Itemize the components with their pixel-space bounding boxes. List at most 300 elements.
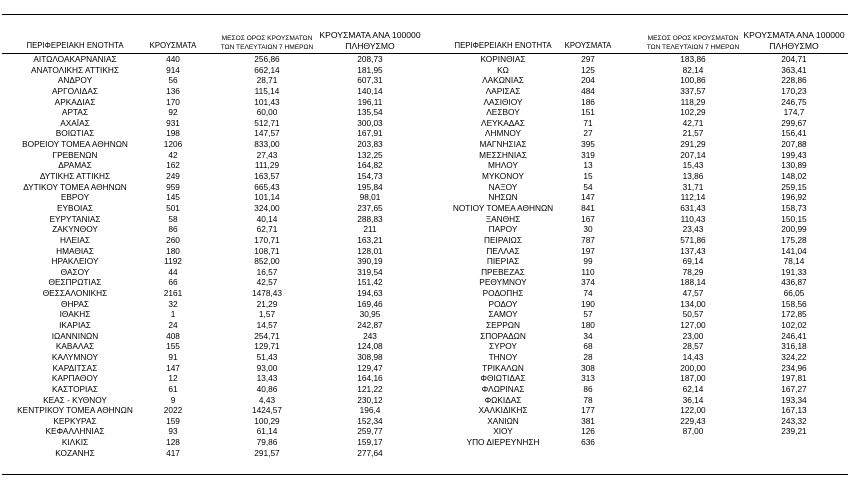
per100k-cell: 164,82 — [357, 160, 383, 171]
cases-cell: 186 — [581, 96, 595, 107]
header-avg-right — [638, 34, 748, 52]
cases-cell: 30 — [583, 224, 593, 235]
table-row — [425, 97, 850, 108]
avg-cell: 512,71 — [254, 117, 280, 128]
cases-cell: 147 — [581, 192, 595, 203]
region-cell: ΓΡΕΒΕΝΩΝ — [52, 149, 98, 160]
region-cell: ΖΑΚΥΝΘΟΥ — [52, 224, 98, 235]
table-row — [0, 150, 425, 161]
cases-cell: 57 — [583, 309, 593, 320]
table-row — [425, 128, 850, 139]
per100k-cell: 164,16 — [357, 373, 383, 384]
per100k-cell: 158,56 — [781, 298, 807, 309]
avg-cell: 229,43 — [680, 415, 706, 426]
region-cell: ΡΟΔΟΥ — [488, 298, 518, 309]
table-row — [0, 224, 425, 235]
cases-cell: 12 — [168, 373, 178, 384]
per100k-cell: 197,81 — [781, 373, 807, 384]
cases-cell: 128 — [166, 437, 180, 448]
avg-cell: 147,57 — [254, 128, 280, 139]
per100k-cell: 191,33 — [781, 266, 807, 277]
header-per100k-left — [315, 30, 425, 52]
region-cell: ΚΩ — [497, 64, 509, 75]
cases-cell: 313 — [581, 373, 595, 384]
per100k-cell: 211 — [363, 224, 377, 235]
cases-cell: 914 — [166, 64, 180, 75]
table-row — [425, 203, 850, 214]
region-cell: ΔΡΑΜΑΣ — [58, 160, 92, 171]
cases-cell: 297 — [581, 54, 595, 64]
cases-cell: 408 — [166, 330, 180, 341]
avg-cell: 16,57 — [256, 266, 278, 277]
cases-cell: 54 — [583, 181, 593, 192]
region-cell: ΑΡΤΑΣ — [61, 107, 89, 118]
avg-cell: 665,43 — [254, 181, 280, 192]
cases-cell: 92 — [168, 107, 178, 118]
table-row — [425, 320, 850, 331]
table-row — [0, 267, 425, 278]
avg-cell: 324,00 — [254, 202, 280, 213]
header-per100k-right — [738, 30, 850, 52]
per100k-cell: 148,02 — [781, 171, 807, 182]
per100k-cell: 243,32 — [781, 415, 807, 426]
table-row — [0, 128, 425, 139]
region-cell: ΤΗΝΟΥ — [488, 351, 518, 362]
avg-cell: 14,43 — [682, 351, 704, 362]
table-row — [425, 54, 850, 65]
avg-cell: 207,14 — [680, 149, 706, 160]
avg-cell: 36,14 — [682, 394, 704, 405]
avg-cell: 40,14 — [256, 213, 278, 224]
per100k-cell: 170,23 — [781, 85, 807, 96]
cases-cell: 177 — [581, 405, 595, 416]
cases-cell: 1206 — [163, 139, 183, 150]
per100k-cell: 436,87 — [781, 277, 807, 288]
cases-cell: 24 — [168, 320, 178, 331]
cases-cell: 68 — [583, 341, 593, 352]
region-cell: ΣΠΟΡΑΔΩΝ — [480, 330, 526, 341]
avg-cell: 42,71 — [682, 117, 704, 128]
table-row — [0, 65, 425, 76]
cases-cell: 93 — [168, 426, 178, 437]
region-cell: ΚΑΣΤΟΡΙΑΣ — [51, 383, 99, 394]
table-row — [0, 182, 425, 193]
table-row — [425, 395, 850, 406]
table-row — [0, 426, 425, 437]
cases-cell: 78 — [583, 394, 593, 405]
cases-cell: 249 — [166, 171, 180, 182]
cases-cell: 959 — [166, 181, 180, 192]
avg-cell: 79,86 — [256, 437, 278, 448]
table-row — [0, 139, 425, 150]
region-cell: ΑΡΚΑΔΙΑΣ — [54, 96, 96, 107]
per100k-cell: 199,43 — [781, 149, 807, 160]
region-cell: ΑΧΑΪΑΣ — [60, 117, 90, 128]
avg-cell: 23,43 — [682, 224, 704, 235]
cases-cell: 440 — [166, 54, 180, 64]
cases-cell: 145 — [166, 192, 180, 203]
per100k-cell: 121,22 — [357, 383, 383, 394]
region-cell: ΛΑΡΙΣΑΣ — [485, 85, 521, 96]
avg-cell: 62,14 — [682, 383, 704, 394]
cases-cell: 260 — [166, 234, 180, 245]
left-table — [0, 54, 425, 458]
cases-cell: 162 — [166, 160, 180, 171]
per100k-cell: 30,95 — [359, 309, 381, 320]
cases-cell: 787 — [581, 234, 595, 245]
table-row — [425, 288, 850, 299]
region-cell: ΛΑΣΙΘΙΟΥ — [483, 96, 523, 107]
table-row — [425, 341, 850, 352]
table-row — [0, 437, 425, 448]
per100k-cell: 390,19 — [357, 256, 383, 267]
table-row — [425, 224, 850, 235]
cases-cell: 159 — [166, 415, 180, 426]
per100k-cell: 154,73 — [357, 171, 383, 182]
avg-cell: 21,29 — [256, 298, 278, 309]
cases-cell: 15 — [583, 171, 593, 182]
avg-cell: 254,71 — [254, 330, 280, 341]
per100k-cell: 128,01 — [357, 245, 383, 256]
per100k-cell: 175,28 — [781, 234, 807, 245]
region-cell: ΝΟΤΙΟΥ ΤΟΜΕΑ ΑΘΗΝΩΝ — [452, 202, 554, 213]
avg-cell: 4,43 — [258, 394, 276, 405]
table-row — [0, 86, 425, 97]
avg-cell: 42,57 — [256, 277, 278, 288]
cases-cell: 198 — [166, 128, 180, 139]
header-region-right: ΠΕΡΙΦΕΡΕΙΑΚΗ ΕΝΟΤΗΤΑ — [454, 41, 552, 50]
header-avg-line2: ΤΩΝ ΤΕΛΕΥΤΑΙΩΝ 7 ΗΜΕΡΩΝ — [646, 44, 740, 51]
right-table — [425, 54, 850, 448]
table-bottom-rule — [2, 474, 848, 475]
region-cell: ΗΛΕΙΑΣ — [59, 234, 91, 245]
table-row — [425, 416, 850, 427]
table-row — [0, 373, 425, 384]
per100k-cell: 181,95 — [357, 64, 383, 75]
avg-cell: 27,43 — [256, 149, 278, 160]
avg-cell: 134,00 — [680, 298, 706, 309]
table-row — [0, 341, 425, 352]
avg-cell: 15,43 — [682, 160, 704, 171]
cases-cell: 86 — [583, 383, 593, 394]
per100k-cell: 66,05 — [783, 288, 805, 299]
avg-cell: 50,57 — [682, 309, 704, 320]
region-cell: ΠΙΕΡΙΑΣ — [486, 256, 520, 267]
per100k-cell: 151,42 — [357, 277, 383, 288]
table-row — [0, 246, 425, 257]
table-row — [425, 256, 850, 267]
cases-cell: 180 — [166, 245, 180, 256]
avg-cell: 13,43 — [256, 373, 278, 384]
table-row — [0, 405, 425, 416]
region-cell: ΠΡΕΒΕΖΑΣ — [481, 266, 525, 277]
cases-cell: 27 — [583, 128, 593, 139]
avg-cell: 187,00 — [680, 373, 706, 384]
cases-cell: 395 — [581, 139, 595, 150]
region-cell: ΑΡΓΟΛΙΔΑΣ — [52, 85, 98, 96]
table-row — [425, 309, 850, 320]
region-cell: ΤΡΙΚΑΛΩΝ — [482, 362, 524, 373]
region-cell: ΡΟΔΟΠΗΣ — [482, 288, 524, 299]
region-cell: ΚΑΡΠΑΘΟΥ — [51, 373, 99, 384]
avg-cell: 1424,57 — [252, 405, 282, 416]
cases-cell: 13 — [583, 160, 593, 171]
per100k-cell: 230,12 — [357, 394, 383, 405]
avg-cell: 47,57 — [682, 288, 704, 299]
avg-cell: 60,00 — [256, 107, 278, 118]
avg-cell: 118,29 — [680, 96, 706, 107]
per100k-cell: 102,02 — [781, 320, 807, 331]
region-cell: ΔΥΤΙΚΟΥ ΤΟΜΕΑ ΑΘΗΝΩΝ — [23, 181, 127, 192]
per100k-cell: 208,73 — [357, 54, 383, 64]
table-row — [425, 214, 850, 225]
per100k-cell: 607,31 — [357, 75, 383, 86]
avg-cell: 110,43 — [680, 213, 706, 224]
cases-cell: 204 — [581, 75, 595, 86]
cases-cell: 71 — [583, 117, 593, 128]
header-per100k-line2: ΠΛΗΘΥΣΜΟ — [345, 41, 395, 51]
region-cell: ΚΑΒΑΛΑΣ — [55, 341, 95, 352]
region-cell: ΚΟΡΙΝΘΙΑΣ — [480, 54, 526, 64]
table-row — [0, 97, 425, 108]
table-row — [425, 192, 850, 203]
cases-cell: 484 — [581, 85, 595, 96]
table-row — [425, 437, 850, 448]
per100k-cell: 234,96 — [781, 362, 807, 373]
header-avg-line1: ΜΕΣΟΣ ΟΡΟΣ ΚΡΟΥΣΜΑΤΩΝ — [221, 35, 313, 42]
region-cell: ΛΗΜΝΟΥ — [484, 128, 522, 139]
region-cell: ΜΗΛΟΥ — [488, 160, 518, 171]
region-cell: ΣΥΡΟΥ — [489, 341, 517, 352]
avg-cell: 256,86 — [254, 54, 280, 64]
table-row — [425, 160, 850, 171]
cases-cell: 126 — [581, 426, 595, 437]
per100k-cell: 150,15 — [781, 213, 807, 224]
per100k-cell: 98,01 — [359, 192, 381, 203]
cases-cell: 1192 — [164, 256, 182, 267]
region-cell: ΝΗΣΩΝ — [488, 192, 518, 203]
region-cell: ΝΑΞΟΥ — [488, 181, 518, 192]
region-cell: ΥΠΟ ΔΙΕΡΕΥΝΗΣΗ — [466, 437, 540, 448]
table-row — [0, 320, 425, 331]
cases-cell: 308 — [581, 362, 595, 373]
region-cell: ΧΙΟΥ — [493, 426, 513, 437]
per100k-cell: 169,46 — [357, 298, 383, 309]
table-row — [425, 118, 850, 129]
cases-cell: 136 — [166, 85, 180, 96]
per100k-cell: 196,92 — [781, 192, 807, 203]
cases-cell: 501 — [166, 202, 180, 213]
region-cell: ΜΕΣΣΗΝΙΑΣ — [479, 149, 527, 160]
cases-cell: 197 — [581, 245, 595, 256]
region-cell: ΒΟΙΩΤΙΑΣ — [55, 128, 95, 139]
avg-cell: 111,29 — [254, 160, 280, 171]
region-cell: ΛΕΣΒΟΥ — [486, 107, 520, 118]
per100k-cell: 174,7 — [783, 107, 805, 118]
cases-cell: 32 — [168, 298, 178, 309]
table-row — [0, 171, 425, 182]
region-cell: ΕΥΒΟΙΑΣ — [56, 202, 94, 213]
region-cell: ΦΘΙΩΤΙΔΑΣ — [480, 373, 526, 384]
per100k-cell: 195,84 — [357, 181, 383, 192]
region-cell: ΚΙΛΚΙΣ — [61, 437, 89, 448]
region-cell: ΧΑΝΙΩΝ — [487, 415, 519, 426]
table-row — [425, 352, 850, 363]
per100k-cell: 194,63 — [357, 288, 383, 299]
table-row — [425, 384, 850, 395]
table-row — [425, 75, 850, 86]
region-cell: ΕΥΡΥΤΑΝΙΑΣ — [49, 213, 101, 224]
per100k-cell: 363,41 — [781, 64, 807, 75]
per100k-cell: 319,54 — [357, 266, 383, 277]
cases-cell: 66 — [168, 277, 178, 288]
cases-cell: 110 — [581, 266, 595, 277]
avg-cell: 78,29 — [682, 266, 704, 277]
per100k-cell: 259,77 — [357, 426, 383, 437]
header-cases-left: ΚΡΟΥΣΜΑΤΑ — [149, 41, 197, 50]
avg-cell: 112,14 — [680, 192, 706, 203]
avg-cell: 137,43 — [680, 245, 706, 256]
region-cell: ΑΝΑΤΟΛΙΚΗΣ ΑΤΤΙΚΗΣ — [30, 64, 120, 75]
per100k-cell: 243 — [363, 330, 377, 341]
region-cell: ΔΥΤΙΚΗΣ ΑΤΤΙΚΗΣ — [39, 171, 111, 182]
table-row — [0, 160, 425, 171]
avg-cell: 101,43 — [254, 96, 280, 107]
per100k-cell: 259,15 — [781, 181, 807, 192]
region-cell: ΜΥΚΟΝΟΥ — [482, 171, 524, 182]
avg-cell: 21,57 — [682, 128, 704, 139]
avg-cell: 14,57 — [256, 320, 278, 331]
per100k-cell: 141,04 — [781, 245, 807, 256]
cases-cell: 86 — [168, 224, 178, 235]
cases-cell: 2022 — [163, 405, 183, 416]
table-row — [425, 246, 850, 257]
table-row — [425, 373, 850, 384]
cases-cell: 44 — [168, 266, 178, 277]
cases-cell: 1 — [170, 309, 176, 320]
per100k-cell: 196,4 — [359, 405, 381, 416]
region-cell: ΚΕΦΑΛΛΗΝΙΑΣ — [45, 426, 105, 437]
table-top-rule — [2, 14, 848, 15]
region-cell: ΦΛΩΡΙΝΑΣ — [481, 383, 525, 394]
cases-cell: 147 — [166, 362, 180, 373]
table-row — [0, 277, 425, 288]
per100k-cell: 163,21 — [357, 234, 383, 245]
per100k-cell: 78,14 — [783, 256, 805, 267]
per100k-cell: 228,86 — [781, 75, 807, 86]
per100k-cell: 132,25 — [357, 149, 383, 160]
header-per100k-line2: ΠΛΗΘΥΣΜΟ — [769, 41, 819, 51]
avg-cell: 69,14 — [682, 256, 704, 267]
cases-cell: 636 — [581, 437, 595, 448]
header-avg-line2: ΤΩΝ ΤΕΛΕΥΤΑΙΩΝ 7 ΗΜΕΡΩΝ — [220, 44, 314, 51]
avg-cell: 51,43 — [256, 351, 278, 362]
region-cell: ΙΚΑΡΙΑΣ — [59, 320, 91, 331]
table-row — [425, 363, 850, 374]
region-cell: ΦΩΚΙΔΑΣ — [484, 394, 522, 405]
table-row — [425, 277, 850, 288]
table-row — [0, 203, 425, 214]
table-row — [425, 65, 850, 76]
avg-cell: 188,14 — [680, 277, 706, 288]
per100k-cell: 200,99 — [781, 224, 807, 235]
table-row — [425, 331, 850, 342]
avg-cell: 291,57 — [254, 447, 280, 458]
per100k-cell: 308,98 — [357, 351, 383, 362]
per100k-cell: 246,75 — [781, 96, 807, 107]
region-cell: ΠΑΡΟΥ — [488, 224, 518, 235]
region-cell: ΛΕΥΚΑΔΑΣ — [481, 117, 525, 128]
per100k-cell: 193,34 — [781, 394, 807, 405]
table-row — [425, 182, 850, 193]
region-cell: ΧΑΛΚΙΔΙΚΗΣ — [478, 405, 528, 416]
per100k-cell: 277,64 — [357, 447, 383, 458]
avg-cell: 337,57 — [680, 85, 706, 96]
cases-cell: 9 — [170, 394, 176, 405]
table-row — [425, 86, 850, 97]
per100k-cell: 135,54 — [357, 107, 383, 118]
region-cell: ΡΕΘΥΜΝΟΥ — [479, 277, 527, 288]
per100k-cell: 204,71 — [781, 54, 807, 64]
cases-cell: 170 — [166, 96, 180, 107]
per100k-cell: 324,22 — [781, 351, 807, 362]
per100k-cell: 203,83 — [357, 139, 383, 150]
header-per100k-line1: ΚΡΟΥΣΜΑΤΑ ΑΝΑ 100000 — [319, 30, 421, 40]
avg-cell: 93,00 — [256, 362, 278, 373]
per100k-cell: 300,03 — [357, 117, 383, 128]
header-avg-left — [212, 34, 322, 52]
per100k-cell: 159,17 — [357, 437, 383, 448]
avg-cell: 100,29 — [254, 415, 280, 426]
region-cell: ΚΟΖΑΝΗΣ — [55, 447, 95, 458]
table-row — [0, 448, 425, 459]
per100k-cell: 140,14 — [357, 85, 383, 96]
region-cell: ΙΩΑΝΝΙΝΩΝ — [51, 330, 99, 341]
table-row — [425, 405, 850, 416]
cases-cell: 34 — [583, 330, 593, 341]
table-row — [0, 299, 425, 310]
region-cell: ΚΑΡΔΙΤΣΑΣ — [52, 362, 98, 373]
per100k-cell: 196,11 — [357, 96, 383, 107]
cases-cell: 99 — [583, 256, 593, 267]
table-row — [425, 299, 850, 310]
per100k-cell: 152,34 — [357, 415, 383, 426]
avg-cell: 1478,43 — [252, 288, 282, 299]
table-row — [425, 107, 850, 118]
cases-cell: 42 — [168, 149, 178, 160]
header-region-left: ΠΕΡΙΦΕΡΕΙΑΚΗ ΕΝΟΤΗΤΑ — [26, 41, 124, 50]
table-row — [425, 150, 850, 161]
region-cell: ΘΕΣΠΡΩΤΙΑΣ — [48, 277, 102, 288]
region-cell: ΜΑΓΝΗΣΙΑΣ — [479, 139, 527, 150]
avg-cell: 662,14 — [254, 64, 280, 75]
avg-cell: 23,00 — [682, 330, 704, 341]
per100k-cell: 129,47 — [357, 362, 383, 373]
region-cell: ΠΕΙΡΑΙΩΣ — [484, 234, 522, 245]
region-cell: ΗΜΑΘΙΑΣ — [56, 245, 94, 256]
per100k-cell: 167,91 — [357, 128, 383, 139]
avg-cell: 28,71 — [256, 75, 278, 86]
per100k-cell: 239,21 — [781, 426, 807, 437]
per100k-cell: 288,83 — [357, 213, 383, 224]
cases-cell: 155 — [166, 341, 180, 352]
table-row — [0, 235, 425, 246]
avg-cell: 291,29 — [680, 139, 706, 150]
table-row — [0, 214, 425, 225]
region-cell: ΚΑΛΥΜΝΟΥ — [51, 351, 99, 362]
region-cell: ΘΕΣΣΑΛΟΝΙΚΗΣ — [42, 288, 108, 299]
region-cell: ΣΕΡΡΩΝ — [486, 320, 520, 331]
